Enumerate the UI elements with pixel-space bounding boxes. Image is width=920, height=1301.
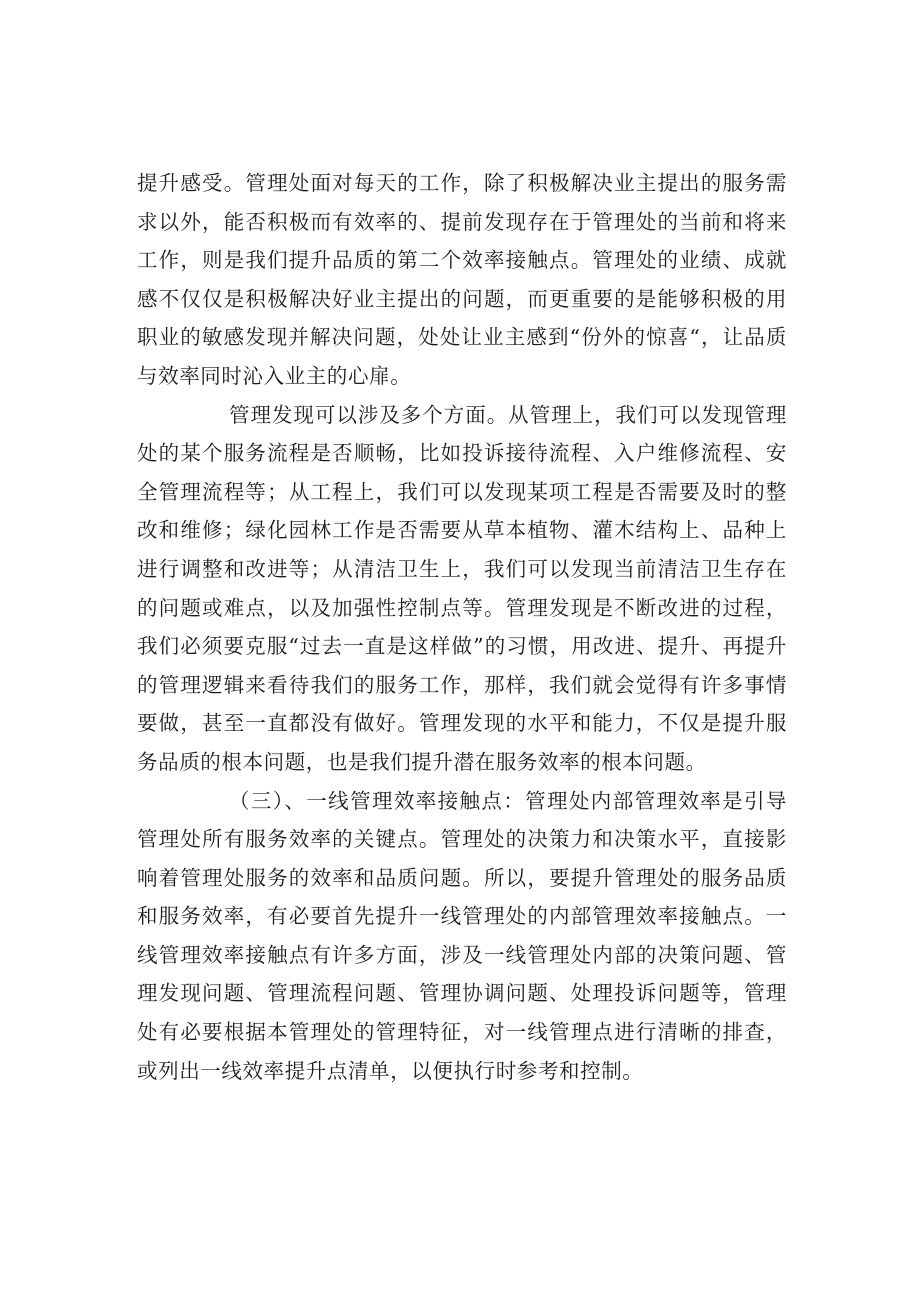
paragraph-frontline-efficiency: （三）、一线管理效率接触点：管理处内部管理效率是引导管理处所有服务效率的关键点。管理处的决策力和决策水平，直接影响着管理处服务的效率和品质问题。所以，要提升管理处的服务品质和服务效率，有必要首先提升一线管理处的内部管理效率接触点。一线管理效率接触点有许多方面，涉及一线管理处内部的决策问题、管理发现问题、管理流程问题、管理协调问题、处理投诉问题等，管理处有必要根据本管理处的管理特征，对一线管理点进行清晰的排查，或列出一线效率提升点清单，以便执行时参考和控制。: [137, 788, 787, 1083]
paragraph-management-discovery: 管理发现可以涉及多个方面。从管理上，我们可以发现管理处的某个服务流程是否顺畅，比如投诉接待流程、入户维修流程、安全管理流程等；从工程上，我们可以发现某项工程是否需要及时的整改和维修；绿化园林工作是否需要从草本植物、灌木结构上、品种上进行调整和改进等；从清洁卫生上，我们可以发现当前清洁卫生存在的问题或难点，以及加强性控制点等。管理发现是不断改进的过程，我们必须要克服“过去一直是这样做”的习惯，用改进、提升、再提升的管理逻辑来看待我们的服务工作，那样，我们就会觉得有许多事情要做，甚至一直都没有做好。管理发现的水平和能力，不仅是提升服务品质的根本问题，也是我们提升潜在服务效率的根本问题。: [137, 402, 787, 774]
paragraph-continuation: 提升感受。管理处面对每天的工作，除了积极解决业主提出的服务需求以外，能否积极而有效率的、提前发现存在于管理处的当前和将来工作，则是我们提升品质的第二个效率接触点。管理处的业绩、成就感不仅仅是积极解决好业主提出的问题，而更重要的是能够积极的用职业的敏感发现并解决问题，处处让业主感到“份外的惊喜“，让品质与效率同时沁入业主的心扉。: [137, 171, 787, 388]
document-body: [137, 164, 787, 1090]
